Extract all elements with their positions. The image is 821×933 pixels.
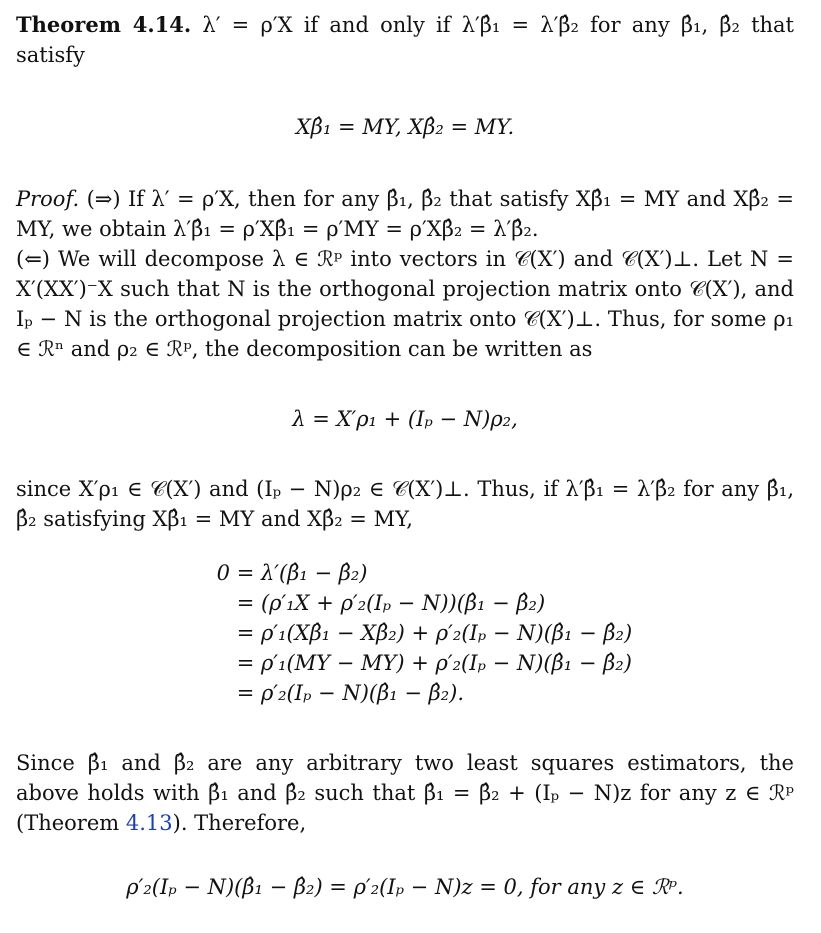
- derivation-rhs: = ρ′₁(Xβ̂₁ − Xβ̂₂) + ρ′₂(Iₚ − N)(β̂₁ − β̂₂): [236, 621, 633, 645]
- derivation-line: [194, 618, 794, 648]
- proof-paragraph-3: since X′ρ₁ ∈ 𝒞(X′) and (Iₚ − N)ρ₂ ∈ 𝒞(X′)⊥. Thus, if λ′β̂₁ = λ′β̂₂ for any β̂₁, β̂₂ satisfying Xβ̂₁ = MY and Xβ̂₂ = MY,: [16, 477, 794, 531]
- proof-text-after-ref: ). Therefore,: [172, 811, 307, 835]
- theorem-reference-link[interactable]: 4.13: [125, 811, 173, 835]
- derivation-rhs: = ρ′₂(Iₚ − N)(β̂₁ − β̂₂).: [236, 681, 465, 705]
- decomposition-equation: λ = X′ρ₁ + (Iₚ − N)ρ₂,: [292, 407, 518, 431]
- proof-paragraph-4: [16, 748, 794, 838]
- paper-page: [16, 8, 794, 923]
- theorem-text: λ′ = ρ′X if and only if λ′β̂₁ = λ′β̂₂ for any β̂₁, β̂₂ that satisfy: [16, 13, 794, 67]
- proof-paragraph-2: (⇐) We will decompose λ ∈ ℛᵖ into vectors in 𝒞(X′) and 𝒞(X′)⊥. Let N = X′(XX′)⁻X such that N is the orthogonal projection matrix onto 𝒞(X′), and Iₚ − N is the orthogonal projection matrix onto 𝒞(X′)⊥. Thus, for some ρ₁ ∈ ℛⁿ and ρ₂ ∈ ℛᵖ, the decomposition can be written as: [16, 247, 794, 361]
- theorem-display-equation: Xβ̂₁ = MY, Xβ̂₂ = MY.: [295, 115, 515, 139]
- derivation-line: [194, 678, 794, 708]
- derivation-line: [194, 648, 794, 678]
- derivation-rhs: = (ρ′₁X + ρ′₂(Iₚ − N))(β̂₁ − β̂₂): [236, 591, 546, 615]
- theorem-label: Theorem 4.14.: [16, 12, 192, 37]
- proof-forward-text: (⇒) If λ′ = ρ′X, then for any β̂₁, β̂₂ that satisfy Xβ̂₁ = MY and Xβ̂₂ = MY, we obtain λ′β̂₁ = ρ′Xβ̂₁ = ρ′MY = ρ′Xβ̂₂ = λ′β̂₂.: [16, 187, 794, 241]
- derivation-lhs: 0: [216, 561, 230, 585]
- derivation-rhs: = ρ′₁(MY − MY) + ρ′₂(Iₚ − N)(β̂₁ − β̂₂): [236, 651, 632, 675]
- final-display-equation: ρ′₂(Iₚ − N)(β̂₁ − β̂₂) = ρ′₂(Iₚ − N)z = 0, for any z ∈ ℛᵖ.: [126, 875, 684, 899]
- derivation-rhs: = λ′(β̂₁ − β̂₂): [236, 561, 368, 585]
- theorem-statement: [16, 10, 794, 70]
- derivation-line: [194, 558, 794, 588]
- proof-paragraph-1: [16, 184, 794, 244]
- proof-label: Proof.: [16, 187, 80, 211]
- proof-text-before-ref: Since β̂₁ and β̂₂ are any arbitrary two least squares estimators, the above holds with β̂₁ and β̂₂ such that β̂₁ = β̂₂ + (Iₚ − N)z for any z ∈ ℛᵖ (Theorem: [16, 751, 794, 835]
- derivation-line: [194, 588, 794, 618]
- aligned-derivation: [194, 558, 794, 708]
